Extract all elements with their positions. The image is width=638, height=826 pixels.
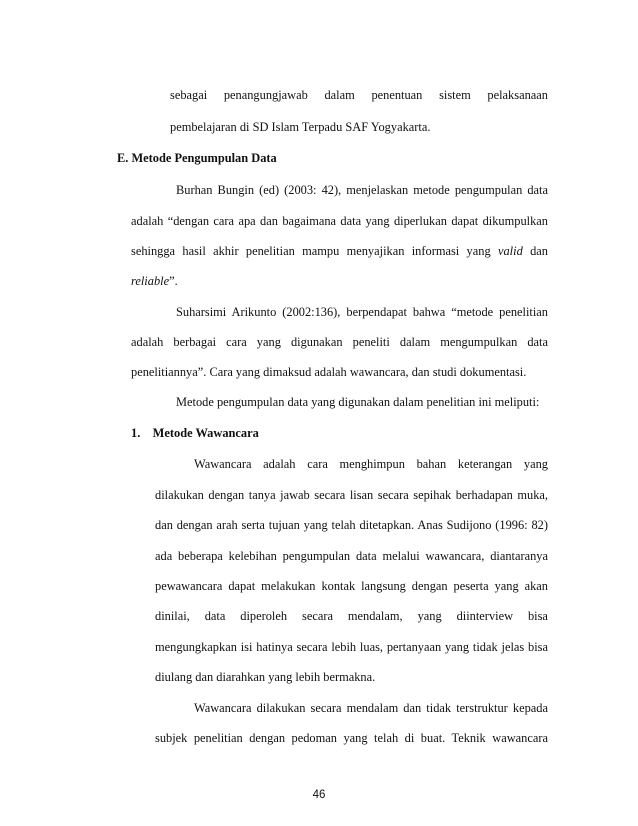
paragraph-line <box>155 608 548 624</box>
word: pelaksanaan <box>487 88 548 102</box>
word: penentuan <box>371 88 423 102</box>
word: yang <box>417 609 442 623</box>
paragraph-line: diulang dan diarahkan yang lebih bermakna. <box>155 670 376 684</box>
paragraph-line: penelitiannya”. Cara yang dimaksud adalah wawancara, dan studi dokumentasi. <box>131 365 527 379</box>
section-heading: E. Metode Pengumpulan Data <box>117 151 277 165</box>
italic-term: reliable <box>131 274 170 288</box>
continuation-line-2: pembelajaran di SD Islam Terpadu SAF Yogyakarta. <box>170 120 431 134</box>
paragraph-line <box>131 243 548 259</box>
paragraph-line: Metode pengumpulan data yang digunakan dalam penelitian ini meliputi: <box>176 395 540 409</box>
word: secara <box>302 609 333 623</box>
paragraph-line: dan dengan arah serta tujuan yang telah ditetapkan. Anas Sudijono (1996: 82) <box>155 518 548 532</box>
subsection-heading: 1. Metode Wawancara <box>131 426 259 440</box>
continuation-line-1 <box>170 87 548 103</box>
word: diinterview <box>456 609 514 623</box>
paragraph-line: Wawancara adalah cara menghimpun bahan keterangan yang <box>194 457 548 471</box>
paragraph-line: subjek penelitian dengan pedoman yang telah di buat. Teknik wawancara <box>155 731 548 745</box>
paragraph-line: adalah berbagai cara yang digunakan peneliti dalam mengumpulkan data <box>131 335 548 349</box>
page-number: 46 <box>312 789 326 801</box>
paragraph-line: adalah “dengan cara apa dan bagaimana data yang diperlukan dapat dikumpulkan <box>131 214 548 228</box>
italic-term: valid <box>497 244 523 258</box>
word: dalam <box>324 88 355 102</box>
paragraph-line: ada beberapa kelebihan pengumpulan data melalui wawancara, diantaranya <box>155 549 548 563</box>
text-fragment: dan <box>522 244 548 258</box>
paragraph-line <box>131 273 178 289</box>
word: diperoleh <box>240 609 288 623</box>
word: sistem <box>439 88 471 102</box>
word: dinilai, <box>155 609 190 623</box>
paragraph-line: Burhan Bungin (ed) (2003: 42), menjelaskan metode pengumpulan data <box>176 183 548 197</box>
word: sebagai <box>170 88 208 102</box>
paragraph-line: Wawancara dilakukan secara mendalam dan tidak terstruktur kepada <box>194 701 548 715</box>
word: mendalam, <box>347 609 403 623</box>
word: bisa <box>527 609 548 623</box>
text-fragment: ”. <box>169 274 178 288</box>
word: data <box>204 609 226 623</box>
paragraph-line: mengungkapkan isi hatinya secara lebih luas, pertanyaan yang tidak jelas bisa <box>155 640 548 654</box>
word: penangungjawab <box>223 88 308 102</box>
paragraph-line: pewawancara dapat melakukan kontak langsung dengan peserta yang akan <box>155 579 548 593</box>
paragraph-line: Suharsimi Arikunto (2002:136), berpendapat bahwa “metode penelitian <box>176 305 548 319</box>
text-fragment: sehingga hasil akhir penelitian mampu menyajikan informasi yang <box>131 244 498 258</box>
paragraph-line: dilakukan dengan tanya jawab secara lisan secara sepihak berhadapan muka, <box>155 488 548 502</box>
